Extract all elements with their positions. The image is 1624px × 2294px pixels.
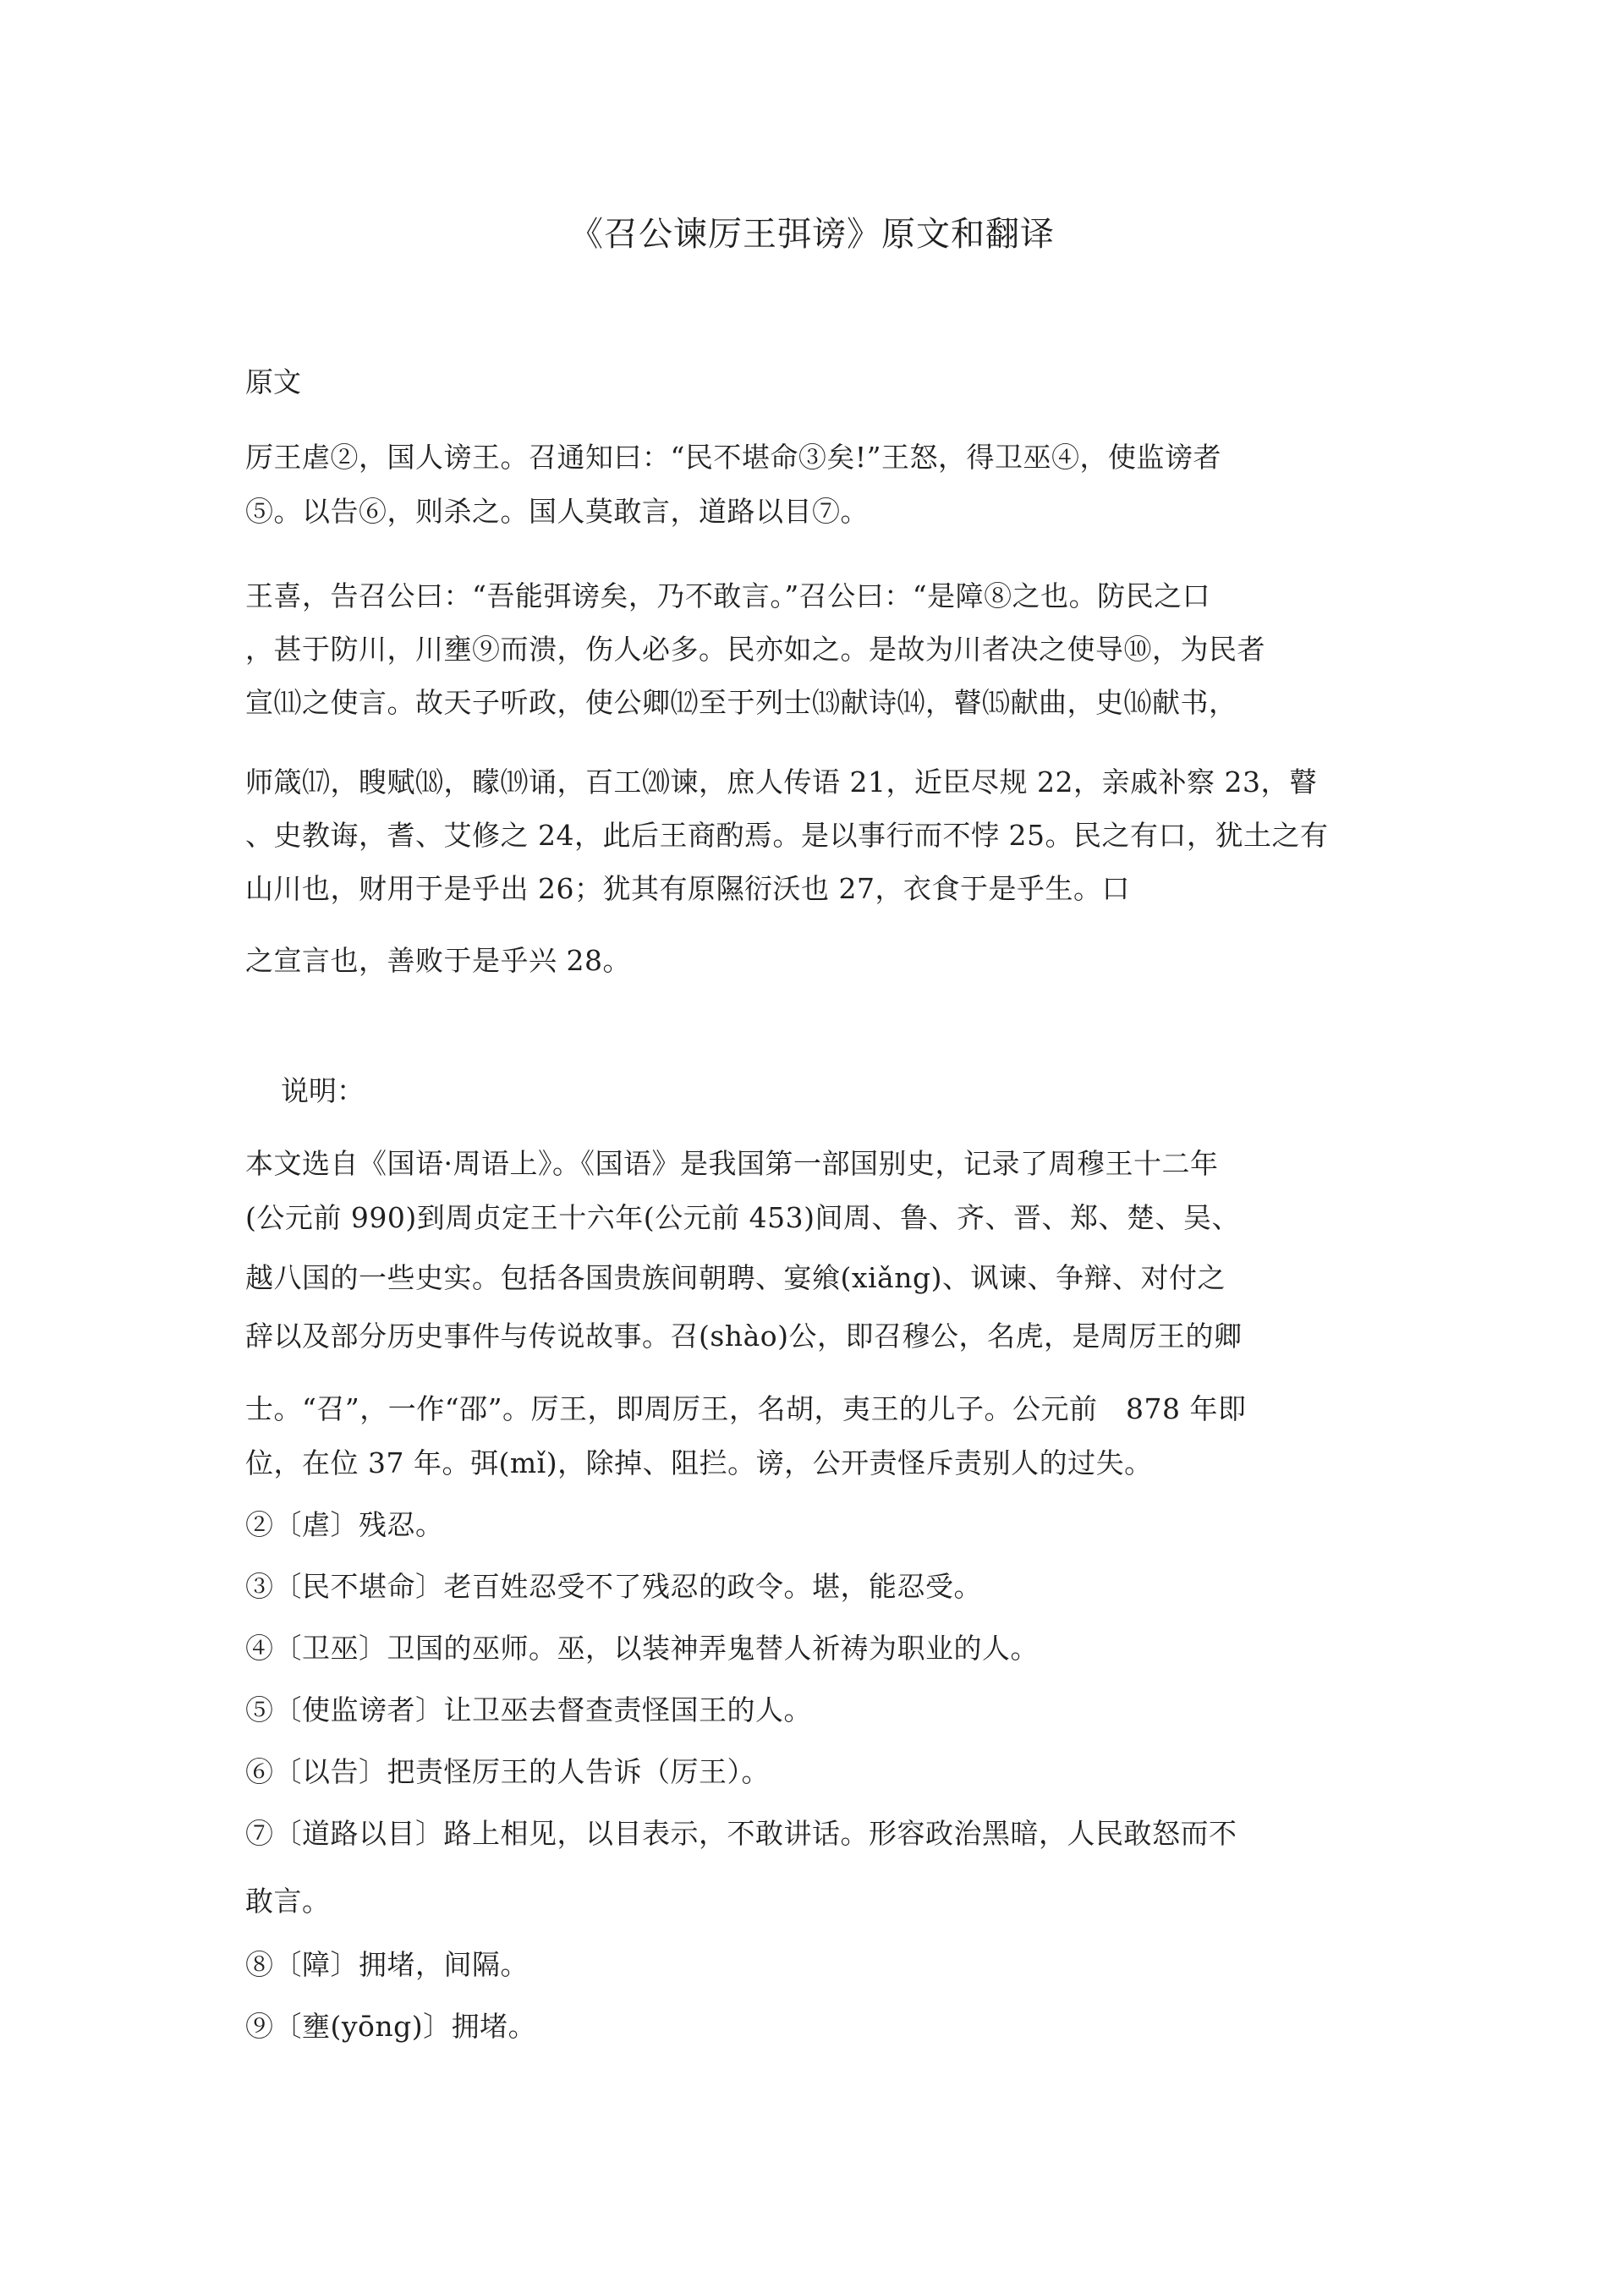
original-line: 山川也，财用于是乎出 26；犹其有原隰衍沃也 27，衣食于是乎生。口 <box>245 872 1130 905</box>
note-line: (公元前 990)到周贞定王十六年(公元前 453)间周、鲁、齐、晋、郑、楚、吴、 <box>245 1201 1240 1234</box>
note-line: ③〔民不堪命〕老百姓忍受不了残忍的政令。堪，能忍受。 <box>245 1570 982 1603</box>
original-line: ⑤。以告⑥，则杀之。国人莫敢言，道路以目⑦。 <box>245 495 869 528</box>
original-line: 之宣言也，善败于是乎兴 28。 <box>245 944 631 977</box>
original-line: 师箴⒄，瞍赋⒅，矇⒆诵，百工⒇谏，庶人传语 21，近臣尽规 22，亲戚补察 23，瞽 <box>245 766 1318 799</box>
original-line: 、史教诲，耆、艾修之 24，此后王商酌焉。是以事行而不悖 25。民之有口，犹土之有 <box>245 819 1329 852</box>
note-line: 本文选自《国语·周语上》。《国语》是我国第一部国别史，记录了周穆王十二年 <box>245 1147 1219 1180</box>
note-line: ⑤〔使监谤者〕让卫巫去督查责怪国王的人。 <box>245 1693 812 1726</box>
note-line: ⑨〔壅(yōng)〕拥堵。 <box>245 2010 537 2043</box>
original-line: 宣⑾之使言。故天子听政，使公卿⑿至于列士⒀献诗⒁，瞽⒂献曲，史⒃献书， <box>245 686 1237 719</box>
original-line: 王喜，告召公曰：“吾能弭谤矣，乃不敢言。”召公曰：“是障⑧之也。防民之口 <box>245 579 1211 612</box>
page-title: 《召公谏厉王弭谤》原文和翻译 <box>569 215 1055 254</box>
note-line: ⑧〔障〕拥堵，间隔。 <box>245 1948 529 1981</box>
note-line: 士。“召”，一作“邵”。厉王，即周厉王，名胡，夷王的儿子。公元前 878 年即 <box>245 1392 1247 1425</box>
note-line: 敢言。 <box>245 1885 331 1918</box>
note-line: ⑥〔以告〕把责怪厉王的人告诉（厉王）。 <box>245 1755 770 1788</box>
note-line: ⑦〔道路以目〕路上相见，以目表示，不敢讲话。形容政治黑暗，人民敢怒而不 <box>245 1817 1237 1850</box>
note-line: 越八国的一些史实。包括各国贵族间朝聘、宴飨(xiǎng)、讽谏、争辩、对付之 <box>245 1261 1226 1294</box>
original-heading: 原文 <box>245 365 301 398</box>
original-line: ，甚于防川，川壅⑨而溃，伤人必多。民亦如之。是故为川者决之使导⑩，为民者 <box>245 633 1265 666</box>
note-line: 位，在位 37 年。弭(mǐ)，除掉、阻拦。谤，公开责怪斥责别人的过失。 <box>245 1446 1153 1479</box>
notes-heading: 说明： <box>281 1074 365 1107</box>
note-line: ④〔卫巫〕卫国的巫师。巫，以装神弄鬼替人祈祷为职业的人。 <box>245 1632 1039 1665</box>
note-line: 辞以及部分历史事件与传说故事。召(shào)公，即召穆公，名虎，是周厉王的卿 <box>245 1320 1243 1353</box>
original-line: 厉王虐②，国人谤王。召通知曰：“民不堪命③矣!”王怒，得卫巫④，使监谤者 <box>245 441 1222 474</box>
note-line: ②〔虐〕残忍。 <box>245 1508 444 1541</box>
